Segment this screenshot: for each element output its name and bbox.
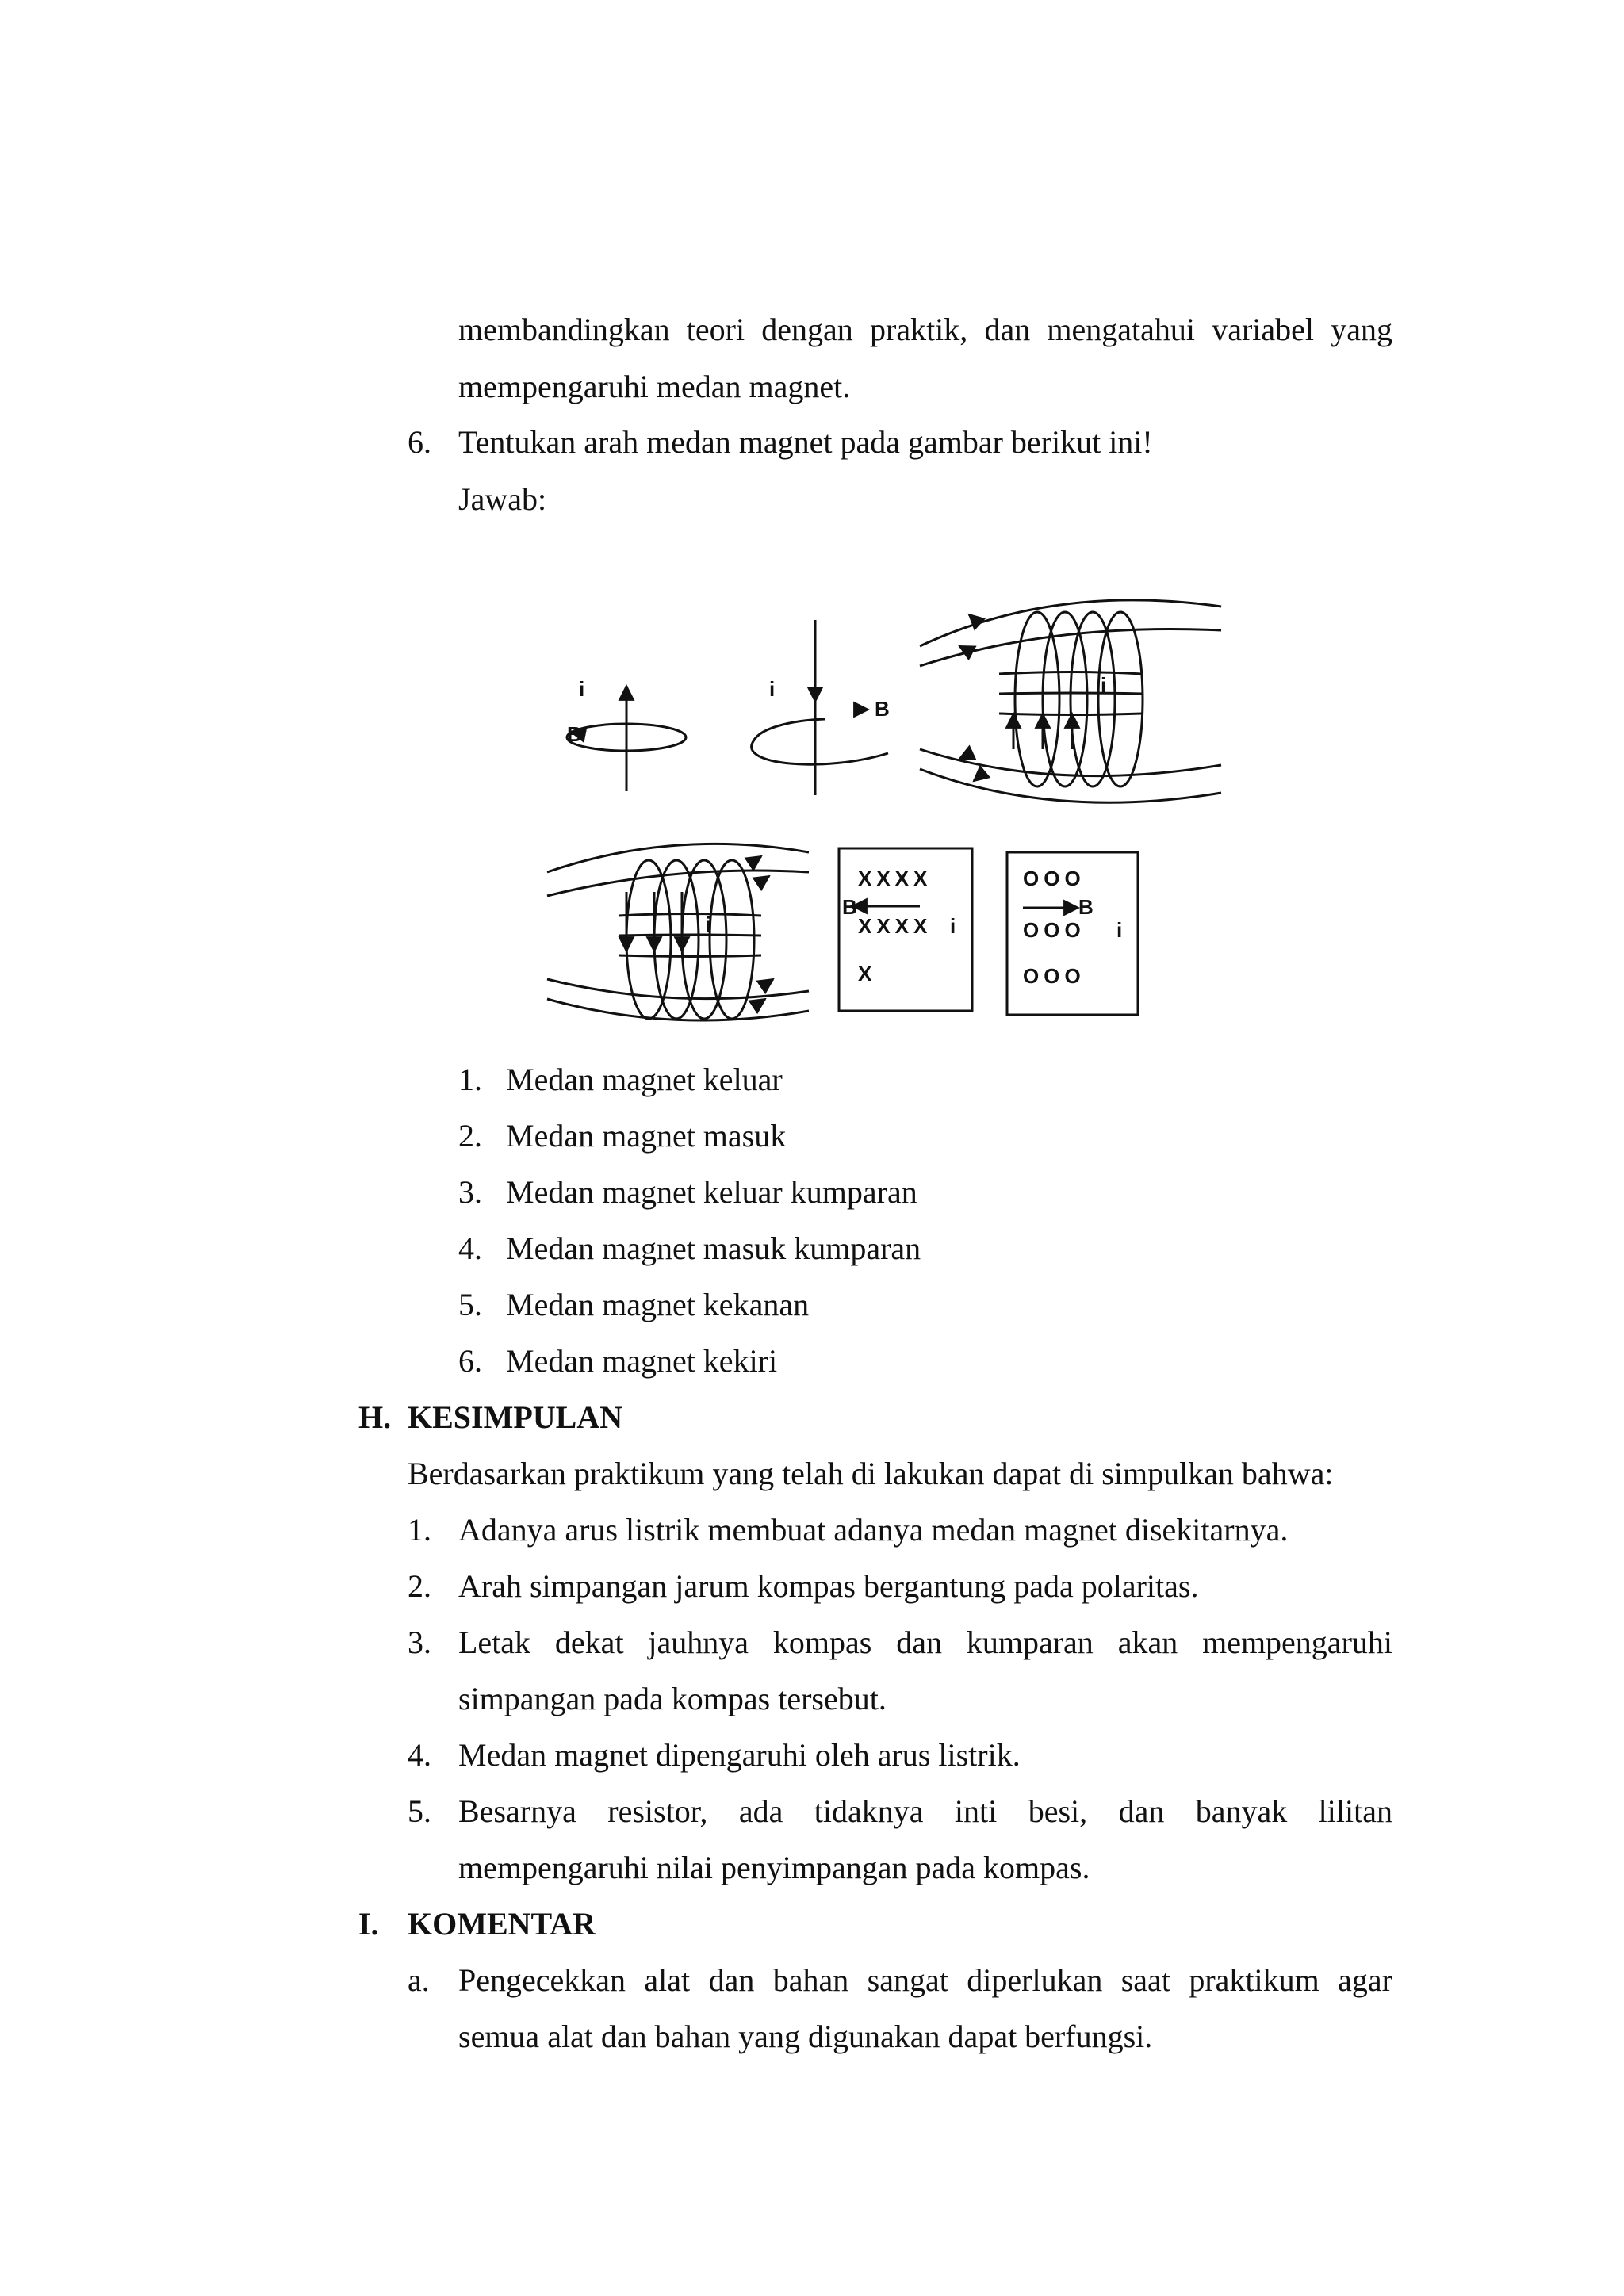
conclusion-number: 2. [408,1568,431,1604]
answer-number: 3. [458,1174,482,1210]
paragraph-line: mempengaruhi medan magnet. [458,369,851,404]
box1-row: X [858,962,872,985]
current-label: i [706,913,712,936]
conclusion-text: Medan magnet dipengaruhi oleh arus listrik. [458,1737,1021,1773]
answer-number: 6. [458,1343,482,1379]
field-label: B [1078,895,1094,919]
field-label: B [875,697,890,721]
conclusion-number: 5. [408,1793,431,1829]
conclusion-text: mempengaruhi nilai penyimpangan pada kompas. [458,1850,1090,1885]
conclusion-text: Arah simpangan jarum kompas bergantung pada polaritas. [458,1568,1199,1604]
wire-current-up-diagram [567,686,686,791]
section-title: KESIMPULAN [408,1399,623,1435]
section-intro: Berdasarkan praktikum yang telah di lakukan dapat di simpulkan bahwa: [408,1456,1334,1491]
current-label: i [950,914,956,938]
comment-letter: a. [408,1962,430,1998]
conclusion-text: simpangan pada kompas tersebut. [458,1681,887,1716]
comment-text: semua alat dan bahan yang digunakan dapat berfungsi. [458,2019,1153,2054]
answer-number: 4. [458,1230,482,1266]
answer-label: Jawab: [458,481,547,517]
answer-text: Medan magnet masuk [506,1118,787,1154]
box1-row: XXXX [858,867,933,890]
answer-text: Medan magnet masuk kumparan [506,1230,921,1266]
solenoid-diagram-top [920,600,1221,802]
paragraph-line: membandingkan teori dengan praktik, dan mengatahui variabel yang [458,312,1392,347]
current-label: i [1116,918,1123,942]
wire-current-down-diagram [752,620,888,795]
current-label: i [579,677,585,701]
magnetic-field-figure [539,591,1237,1027]
question-text: Tentukan arah medan magnet pada gambar berikut ini! [458,424,1153,460]
comment-text: Pengecekkan alat dan bahan sangat diperlukan saat praktikum agar [458,1962,1392,1998]
answer-number: 5. [458,1287,482,1322]
box2-row: OOO [1023,918,1086,942]
box2-row: OOO [1023,964,1086,988]
section-letter: H. [358,1399,392,1435]
section-title: KOMENTAR [408,1906,596,1942]
conclusion-number: 4. [408,1737,431,1773]
question-number: 6. [408,424,431,460]
answer-text: Medan magnet kekanan [506,1287,810,1322]
current-label: i [769,677,776,701]
answer-number: 1. [458,1062,482,1097]
answer-text: Medan magnet keluar [506,1062,783,1097]
box2-row: OOO [1023,867,1086,890]
conclusion-text: Letak dekat jauhnya kompas dan kumparan akan mempengaruhi [458,1624,1392,1660]
conclusion-number: 1. [408,1512,431,1548]
conclusion-text: Besarnya resistor, ada tidaknya inti besi, dan banyak lilitan [458,1793,1392,1829]
answer-number: 2. [458,1118,482,1154]
field-label: B [567,722,582,746]
current-label: i [1101,673,1107,697]
section-letter: I. [358,1906,379,1942]
solenoid-diagram-bottom [547,844,809,1020]
field-label: B [842,895,857,919]
answer-text: Medan magnet keluar kumparan [506,1174,917,1210]
answer-text: Medan magnet kekiri [506,1343,778,1379]
box1-row: XXXX [858,914,933,938]
conclusion-text: Adanya arus listrik membuat adanya medan magnet disekitarnya. [458,1512,1289,1548]
conclusion-number: 3. [408,1624,431,1660]
